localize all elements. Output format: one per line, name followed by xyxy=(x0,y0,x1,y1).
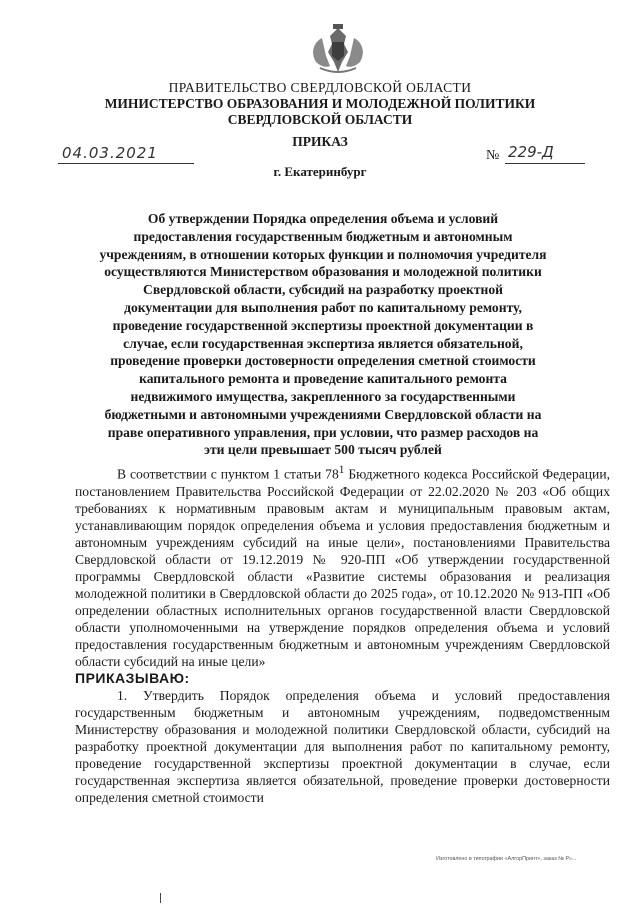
preamble-rest: Бюджетного кодекса Российской Федерации, постановлением Правительства Российской Федерации от 22.02.2020 № 203 «Об общих требованиях к нормативным правовым актам и муниципальным правовым актам, устанавливающим порядок определения объема и условия предоставления бюджетным и автономным учреждениям субсидий на иные цели», постановлениями Правительства Свердловской области от 19.12.2019 № 920-ПП «Об утверждении государственной программы Свердловской области «Развитие системы образования и реализация молодежной политики в Свердловской области до 2025 года», от 10.12.2020 № 913-ПП «Об определении областных исполнительных органов государственной власти Свердловской области уполномоченными на утверждение порядков определения объема и условий предоставления государственным бюджетным и автономным учреждениям Свердловской области субсидий на иные цели» xyxy=(75,466,610,669)
print-footer: Изготовлено в типографии «АлгорПринт», заказ № Р»... xyxy=(436,856,577,862)
ministry-name: МИНИСТЕРСТВО ОБРАЗОВАНИЯ И МОЛОДЕЖНОЙ ПОЛИТИКИ СВЕРДЛОВСКОЙ ОБЛАСТИ xyxy=(104,96,536,127)
preamble-paragraph xyxy=(75,462,610,670)
document-body xyxy=(75,462,610,806)
document-title: Об утверждении Порядка определения объема и условий предоставления государственным бюджетным и автономным учреждениям, в отношении которых функции и полномочия учредителя осуществляются Министерством образования и молодежной политики Свердловской области, субсидий на разработку проектной документации для выполнения работ по капитальному ремонту, проведение государственной экспертизы проектной документации в случае, если государственная экспертиза является обязательной, проведение проверки достоверности определения сметной стоимости капитального ремонта и проведение капитального ремонта недвижимого имущества, закрепленного за государственными бюджетными и автономными учреждениями Свердловской области на праве оперативного управления, при условии, что размер расходов на эти цели превышает 500 тысяч рублей xyxy=(99,211,547,458)
order-number: 229-Д xyxy=(508,143,554,161)
coat-of-arms-icon xyxy=(300,22,376,76)
scan-artifact xyxy=(160,893,161,903)
document-type: ПРИКАЗ xyxy=(292,134,348,149)
government-name: ПРАВИТЕЛЬСТВО СВЕРДЛОВСКОЙ ОБЛАСТИ xyxy=(168,80,472,95)
number-sign: № xyxy=(486,148,500,163)
city: г. Екатеринбург xyxy=(273,164,367,179)
order-item-1: 1. Утвердить Порядок определения объема и условий предоставления государственным бюджетным и автономным учреждениям, подведомственным Министерству образования и молодежной политики Свердловской области, субсидий на разработку проектной документации для выполнения работ по капитальному ремонту, проведение государственной экспертизы проектной документации в случае, если государственная экспертиза является обязательной, проведение проверки достоверности определения сметной стоимости xyxy=(75,687,610,805)
preamble-start: В соответствии с пунктом 1 статьи 78 xyxy=(117,466,339,482)
order-date: 04.03.2021 xyxy=(62,144,158,162)
orders-heading: ПРИКАЗЫВАЮ: xyxy=(75,669,190,686)
article-superscript: 1 xyxy=(338,464,345,476)
